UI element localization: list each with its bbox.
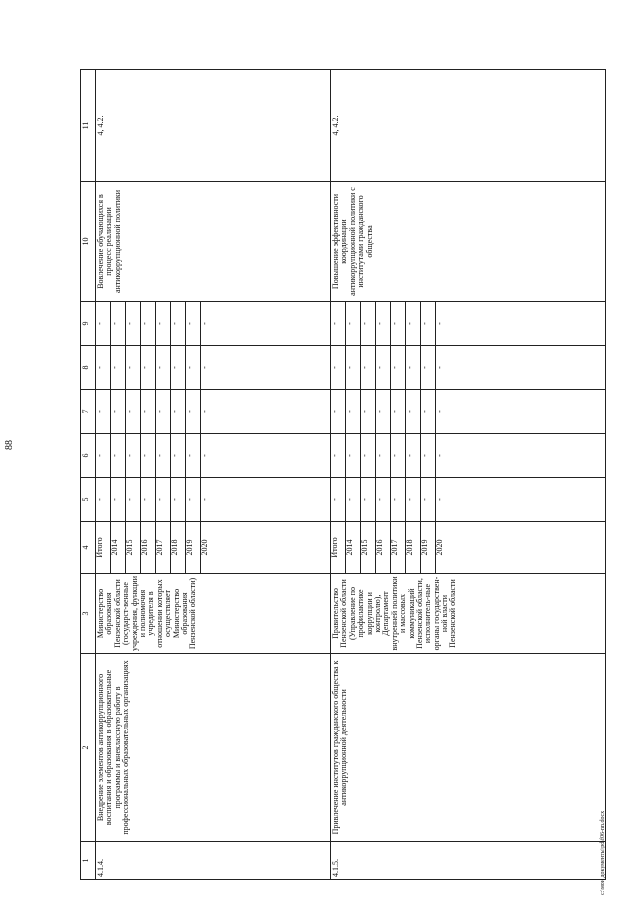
year-label: 2017 — [391, 522, 406, 573]
rotated-table-container — [80, 70, 610, 880]
year-label: 2014 — [346, 522, 361, 573]
dash-value: - — [126, 434, 141, 477]
dash-value: - — [331, 346, 346, 389]
dash-value: - — [200, 322, 209, 325]
dash-value: - — [406, 434, 421, 477]
year-label: 2019 — [421, 522, 436, 573]
dash-value: - — [111, 434, 126, 477]
dash-value: - — [376, 302, 391, 345]
dash-value: - — [186, 302, 201, 345]
year-label: 2015 — [126, 522, 141, 573]
dash-value: - — [331, 302, 346, 345]
header-col-8: 8 — [81, 346, 96, 390]
dash-value: - — [126, 302, 141, 345]
row-number: 4.1.4. — [96, 842, 331, 880]
dash-value: - — [376, 478, 391, 521]
indicator-link: 4, 4.2. — [331, 70, 606, 182]
dash-value: - — [406, 346, 421, 389]
value-col-9 — [331, 302, 606, 346]
dash-value: - — [406, 478, 421, 521]
dash-value: - — [406, 302, 421, 345]
dash-value: - — [141, 346, 156, 389]
header-row — [81, 70, 96, 880]
dash-value: - — [96, 302, 111, 345]
header-col-7: 7 — [81, 390, 96, 434]
dash-value: - — [141, 390, 156, 433]
dash-value: - — [391, 346, 406, 389]
year-label: 2015 — [361, 522, 376, 573]
dash-value: - — [391, 434, 406, 477]
program-table — [80, 69, 606, 880]
years-cell — [331, 522, 606, 574]
dash-value: - — [111, 302, 126, 345]
dash-value: - — [171, 346, 186, 389]
dash-value: - — [421, 434, 436, 477]
measure-name: Привлечение институтов гражданского общества к антикоррупционной деятельности — [331, 654, 606, 842]
dash-value: - — [186, 434, 201, 477]
dash-value: - — [171, 478, 186, 521]
dash-value: - — [111, 346, 126, 389]
year-label: 2020 — [200, 539, 209, 556]
dash-value: - — [141, 434, 156, 477]
header-col-3: 3 — [81, 574, 96, 654]
value-col-5 — [331, 478, 606, 522]
dash-value: - — [96, 346, 111, 389]
dash-value: - — [141, 302, 156, 345]
dash-value: - — [186, 478, 201, 521]
dash-value: - — [331, 478, 346, 521]
dash-value: - — [421, 346, 436, 389]
year-label: 2020 — [435, 539, 444, 556]
dash-value: - — [376, 346, 391, 389]
header-col-1: 1 — [81, 842, 96, 880]
indicator-link: 4, 4.2. — [96, 70, 331, 182]
dash-value: - — [200, 366, 209, 369]
dash-value: - — [200, 498, 209, 501]
executor: Правительство Пензенской области (Управление по профилактике коррупции и контролю), Департамент внутренней политики и массовых коммуникаций Пензенской области, исполнитель-ные органы государствен-ной власти Пензенской области — [331, 574, 606, 654]
dash-value: - — [361, 390, 376, 433]
dash-value: - — [200, 454, 209, 457]
year-label: 2016 — [376, 522, 391, 573]
header-col-6: 6 — [81, 434, 96, 478]
value-col-8 — [331, 346, 606, 390]
dash-value: - — [156, 478, 171, 521]
dash-value: - — [346, 434, 361, 477]
dash-value: - — [376, 390, 391, 433]
value-col-6 — [331, 434, 606, 478]
year-label: 2018 — [171, 522, 186, 573]
dash-value: - — [171, 302, 186, 345]
dash-value: - — [171, 434, 186, 477]
year-label: Итого — [96, 522, 111, 573]
header-col-11: 11 — [81, 70, 96, 182]
dash-value: - — [346, 390, 361, 433]
dash-value: - — [156, 346, 171, 389]
dash-value: - — [111, 390, 126, 433]
dash-value: - — [346, 346, 361, 389]
dash-value: - — [435, 366, 444, 369]
page-number: 88 — [4, 440, 15, 450]
header-col-2: 2 — [81, 654, 96, 842]
dash-value: - — [96, 390, 111, 433]
dash-value: - — [186, 346, 201, 389]
header-col-4: 4 — [81, 522, 96, 574]
footer-file-path: c:\мои документы\pd\f06-nn.docx — [600, 810, 606, 895]
header-col-9: 9 — [81, 302, 96, 346]
dash-value: - — [435, 410, 444, 413]
dash-value: - — [331, 390, 346, 433]
header-col-10: 10 — [81, 182, 96, 302]
year-label: 2016 — [141, 522, 156, 573]
dash-value: - — [361, 346, 376, 389]
dash-value: - — [126, 390, 141, 433]
dash-value: - — [126, 478, 141, 521]
value-col-7 — [96, 390, 331, 434]
dash-value: - — [156, 434, 171, 477]
table-row — [96, 70, 331, 880]
value-col-9 — [96, 302, 331, 346]
header-col-5: 5 — [81, 478, 96, 522]
dash-value: - — [421, 302, 436, 345]
expected-result: Вовлечение обучающихся в процесс реализации антикоррупционной политики — [96, 182, 331, 302]
year-label: 2017 — [156, 522, 171, 573]
dash-value: - — [171, 390, 186, 433]
year-label: 2018 — [406, 522, 421, 573]
expected-result: Повышение эффективности координации антикоррупционной политики с институтами гражданского общества — [331, 182, 606, 302]
dash-value: - — [391, 302, 406, 345]
table-row — [331, 70, 606, 880]
dash-value: - — [391, 478, 406, 521]
dash-value: - — [186, 390, 201, 433]
dash-value: - — [435, 322, 444, 325]
dash-value: - — [346, 478, 361, 521]
years-cell — [96, 522, 331, 574]
dash-value: - — [376, 434, 391, 477]
dash-value: - — [96, 478, 111, 521]
dash-value: - — [391, 390, 406, 433]
dash-value: - — [361, 434, 376, 477]
dash-value: - — [346, 302, 361, 345]
dash-value: - — [361, 302, 376, 345]
dash-value: - — [421, 478, 436, 521]
year-label: 2014 — [111, 522, 126, 573]
value-col-7 — [331, 390, 606, 434]
dash-value: - — [361, 478, 376, 521]
year-label: Итого — [331, 522, 346, 573]
dash-value: - — [435, 454, 444, 457]
dash-value: - — [156, 302, 171, 345]
executor: Министерство образования Пензенской области (государст-венные учреждения, функции и полномочия учредителя в отношении которых осуществляет Министерство образования Пензенской области) — [96, 574, 331, 654]
dash-value: - — [96, 434, 111, 477]
measure-name: Внедрение элементов антикоррупционного воспитания и образования в образовательные программы и внеклассную работу в профессиональных образовательных организациях — [96, 654, 331, 842]
dash-value: - — [435, 498, 444, 501]
dash-value: - — [111, 478, 126, 521]
dash-value: - — [421, 390, 436, 433]
dash-value: - — [406, 390, 421, 433]
row-number: 4.1.5. — [331, 842, 606, 880]
value-col-5 — [96, 478, 331, 522]
year-label: 2019 — [186, 522, 201, 573]
dash-value: - — [156, 390, 171, 433]
value-col-6 — [96, 434, 331, 478]
value-col-8 — [96, 346, 331, 390]
dash-value: - — [126, 346, 141, 389]
dash-value: - — [141, 478, 156, 521]
dash-value: - — [331, 434, 346, 477]
dash-value: - — [200, 410, 209, 413]
